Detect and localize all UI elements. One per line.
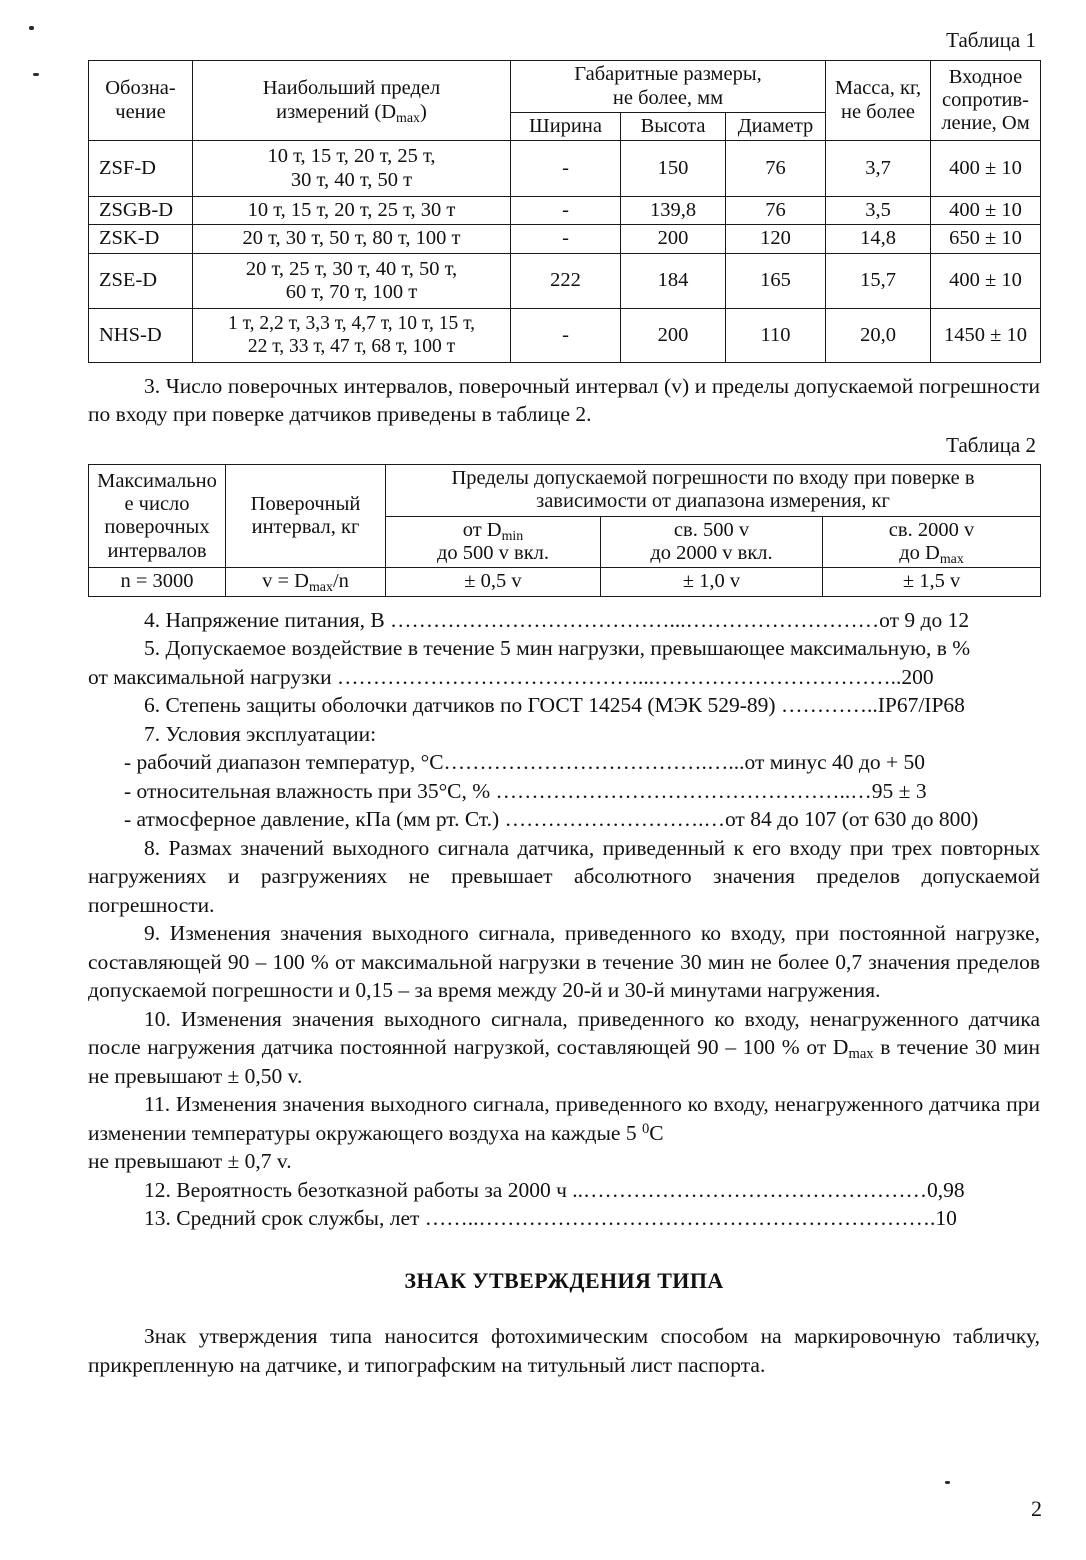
table2-body [89, 568, 1041, 596]
scan-speck [29, 26, 34, 30]
cell-diameter: 165 [726, 253, 826, 309]
cell-designation: ZSE-D [89, 253, 193, 309]
cell-width: - [511, 309, 621, 362]
item-11-line3: не превышают ± 0,7 v. [88, 1149, 292, 1174]
table2-th-limits-l1: Пределы допускаемой погрешности по входу при поверке в [451, 467, 975, 490]
cell-resistance: 650 ± 10 [931, 225, 1041, 253]
table1-th-width: Ширина [511, 112, 621, 140]
table2-th-range2-l1: св. 500 v [673, 518, 750, 541]
document-content [88, 28, 1040, 1379]
table1-body [89, 141, 1041, 363]
section-body-type-approval-mark: Знак утверждения типа наносится фотохимическим способом на маркировочную табличку, прикрепленную на датчике, и типографским на титульный лист паспорта. [88, 1324, 1040, 1377]
table2-th-range2 [601, 516, 823, 568]
table1-header-row-1 [89, 61, 1041, 113]
item-5-overload-line1: 5. Допускаемое воздействие в течение 5 мин нагрузки, превышающее максимальную, в % [144, 636, 971, 661]
table2-th-range1-sub: min [501, 528, 524, 544]
cell-v-sub: max [308, 580, 333, 596]
scan-speck [945, 1481, 950, 1484]
table2-th-range1-l2: до 500 v вкл. [436, 542, 550, 565]
cell-resistance: 1450 ± 10 [931, 309, 1041, 362]
cell-limit-l1: 20 т, 25 т, 30 т, 40 т, 50 т, [245, 257, 458, 280]
item-10-pre: 10. Изменения значения выходного сигнала, приведенного ко входу, ненагруженного датчика после нагружения датчика постоянной нагрузкой, составляющей 90 – 100 % от D [88, 1006, 1040, 1060]
table1-th-dimensions [511, 61, 826, 113]
cell-height: 139,8 [621, 196, 726, 224]
table2-th-range3-sub: max [939, 551, 964, 567]
cell-limit-l2: 22 т, 33 т, 47 т, 68 т, 100 т [247, 335, 456, 357]
table1-th-diameter: Диаметр [726, 112, 826, 140]
item-12-reliability: 12. Вероятность безотказной работы за 2000 ч ..…………………………………………0,98 [144, 1177, 965, 1202]
cell-mass: 20,0 [826, 309, 931, 362]
item-8-output-signal-span: 8. Размах значений выходного сигнала датчика, приведенный к его входу при трех повторных нагружениях и разгружениях не превышает абсолютного значения пределов допускаемой погрешности. [88, 835, 1040, 917]
item-11-post: С [649, 1120, 664, 1145]
table1-th-designation [89, 61, 193, 141]
table2-th-range1-pre: от D [462, 518, 502, 541]
table-2-verification [88, 464, 1041, 597]
cell-limit-l2: 60 т, 70 т, 100 т [285, 281, 418, 304]
table2-th-interval-l2: интервал, кг [251, 516, 360, 539]
table-row [89, 568, 1041, 596]
item-11-temperature-effect [88, 1090, 1040, 1147]
item-7c-atmospheric-pressure: - атмосферное давление, кПа (мм рт. Ст.) ……………………….…от 84 до 107 (от 630 до 800) [124, 807, 979, 832]
table2-th-range3-l1: св. 2000 v [888, 518, 975, 541]
item-7-operating-conditions: 7. Условия эксплуатации: [144, 721, 377, 746]
table1-th-limit-sub: max [396, 110, 421, 126]
table2-th-max-count-l2: е число [124, 492, 190, 515]
item-11-pre: 11. Изменения значения выходного сигнала, приведенного ко входу, ненагруженного датчика при изменении температуры окружающего воздуха на каждые 5 [88, 1092, 1040, 1145]
table2-th-range2-l2: до 2000 v вкл. [650, 542, 773, 565]
cell-limit-l2: 30 т, 40 т, 50 т [290, 168, 413, 191]
cell-width: 222 [511, 253, 621, 309]
table1-th-limit [193, 61, 511, 141]
cell-mass: 15,7 [826, 253, 931, 309]
table1-th-designation-l1: Обозна- [105, 77, 176, 100]
table2-caption: Таблица 2 [946, 432, 1036, 457]
table1-th-designation-l2: чение [115, 100, 166, 123]
table1-th-height: Высота [621, 112, 726, 140]
section-heading-type-approval-mark: ЗНАК УТВЕРЖДЕНИЯ ТИПА [404, 1268, 724, 1294]
table-1-sensor-specs [88, 60, 1041, 363]
table1-th-resistance [931, 61, 1041, 141]
item-10-sub: max [848, 1046, 874, 1063]
cell-height: 150 [621, 141, 726, 197]
cell-mass: 3,5 [826, 196, 931, 224]
item-11-sup: 0 [641, 1120, 650, 1137]
cell-diameter: 76 [726, 141, 826, 197]
cell-limit-2: ± 1,0 v [601, 568, 823, 596]
cell-limit-l1: 1 т, 2,2 т, 3,3 т, 4,7 т, 10 т, 15 т, [227, 313, 476, 335]
cell-width: - [511, 141, 621, 197]
table1-th-dimensions-l1: Габаритные размеры, [574, 63, 762, 86]
table-row [89, 309, 1041, 362]
cell-mass: 3,7 [826, 141, 931, 197]
cell-limit-3: ± 1,5 v [823, 568, 1041, 596]
table-row [89, 225, 1041, 253]
item-13-service-life: 13. Средний срок службы, лет ……..……………………………………………………….10 [144, 1205, 957, 1230]
cell-designation: NHS-D [89, 309, 193, 362]
table1-th-limit-l1: Наибольший предел [262, 77, 441, 100]
table2-th-range3 [823, 516, 1041, 568]
cell-resistance: 400 ± 10 [931, 196, 1041, 224]
table-row [89, 253, 1041, 309]
item-6-ingress-protection: 6. Степень защиты оболочки датчиков по ГОСТ 14254 (МЭК 529-89) …………..IР67/IР68 [144, 693, 965, 718]
item-10-zero-return [88, 1005, 1040, 1090]
cell-height: 184 [621, 253, 726, 309]
cell-v-pre: v = D [262, 570, 309, 593]
cell-diameter: 110 [726, 309, 826, 362]
table1-th-resistance-l2: сопротив- [942, 89, 1030, 112]
table1-th-resistance-l3: ление, Ом [941, 112, 1030, 135]
item-7b-humidity: - относительная влажность при 35°С, % …………………………………………..…95 ± 3 [124, 778, 927, 803]
table-row [89, 141, 1041, 197]
table-row [89, 196, 1041, 224]
table2-th-max-count-l4: интервалов [107, 539, 207, 562]
table2-th-max-count-l3: поверочных [104, 516, 210, 539]
item-10-post: в течение 30 мин не превышают ± 0,50 v. [88, 1035, 1040, 1088]
cell-height: 200 [621, 225, 726, 253]
table1-th-mass-l2: не более [840, 100, 916, 123]
item-4-supply-voltage: 4. Напряжение питания, В …………………………………...………………………от 9 до 12 [144, 607, 970, 632]
table1-caption: Таблица 1 [946, 28, 1036, 52]
cell-limit-1: ± 0,5 v [386, 568, 601, 596]
table2-th-limits [386, 465, 1041, 517]
cell-limit: 10 т, 15 т, 20 т, 25 т, 30 т [193, 196, 511, 224]
cell-height: 200 [621, 309, 726, 362]
table2-header-row-1 [89, 465, 1041, 517]
cell-diameter: 120 [726, 225, 826, 253]
table1-th-limit-l2: измерений (D [276, 100, 397, 123]
cell-diameter: 76 [726, 196, 826, 224]
table2-th-range1 [386, 516, 601, 568]
table1-th-limit-l2-end: ) [420, 100, 427, 123]
table2-th-limits-l2: зависимости от диапазона измерения, кг [536, 490, 890, 513]
cell-v-formula [226, 568, 386, 596]
page-number: 2 [1031, 1496, 1042, 1521]
item-5-overload-line2: от максимальной нагрузки ……………………………………...……………………………..200 [88, 664, 934, 689]
cell-limit: 20 т, 30 т, 50 т, 80 т, 100 т [193, 225, 511, 253]
cell-mass: 14,8 [826, 225, 931, 253]
cell-limit-l1: 10 т, 15 т, 20 т, 25 т, [267, 145, 436, 168]
cell-width: - [511, 225, 621, 253]
cell-resistance: 400 ± 10 [931, 141, 1041, 197]
table2-th-max-count-l1: Максимально [97, 469, 217, 492]
cell-limit [193, 253, 511, 309]
cell-limit [193, 309, 511, 362]
table2-th-interval [226, 465, 386, 568]
cell-resistance: 400 ± 10 [931, 253, 1041, 309]
paragraph-3: 3. Число поверочных интервалов, поверочный интервал (v) и пределы допускаемой погрешности по входу при поверке датчиков приведены в таблице 2. [88, 373, 1040, 427]
cell-v-post: /n [332, 570, 349, 593]
table1-th-mass [826, 61, 931, 141]
cell-designation: ZSK-D [89, 225, 193, 253]
table1-th-mass-l1: Масса, кг, [834, 77, 922, 100]
table1-th-dimensions-l2: не более, мм [612, 86, 724, 109]
cell-designation: ZSGB-D [89, 196, 193, 224]
item-9-creep: 9. Изменения значения выходного сигнала, приведенного ко входу, при постоянной нагрузке, составляющей 90 – 100 % от максимальной нагрузки в течение 30 мин не более 0,7 значения пределов допускаемой погрешности и 0,15 – за время между 20-й и 30-й минутами нагружения. [88, 921, 1040, 1003]
table2-th-interval-l1: Поверочный [250, 492, 361, 515]
table2-th-range3-pre: до D [899, 542, 940, 565]
cell-width: - [511, 196, 621, 224]
cell-limit [193, 141, 511, 197]
cell-designation: ZSF-D [89, 141, 193, 197]
scan-speck [33, 73, 39, 76]
cell-n-value: n = 3000 [89, 568, 226, 596]
table1-th-resistance-l1: Входное [948, 65, 1023, 88]
item-7a-temperature-range: - рабочий диапазон температур, °С……………………………….…...от минус 40 до + 50 [124, 750, 926, 775]
table2-th-max-count [89, 465, 226, 568]
